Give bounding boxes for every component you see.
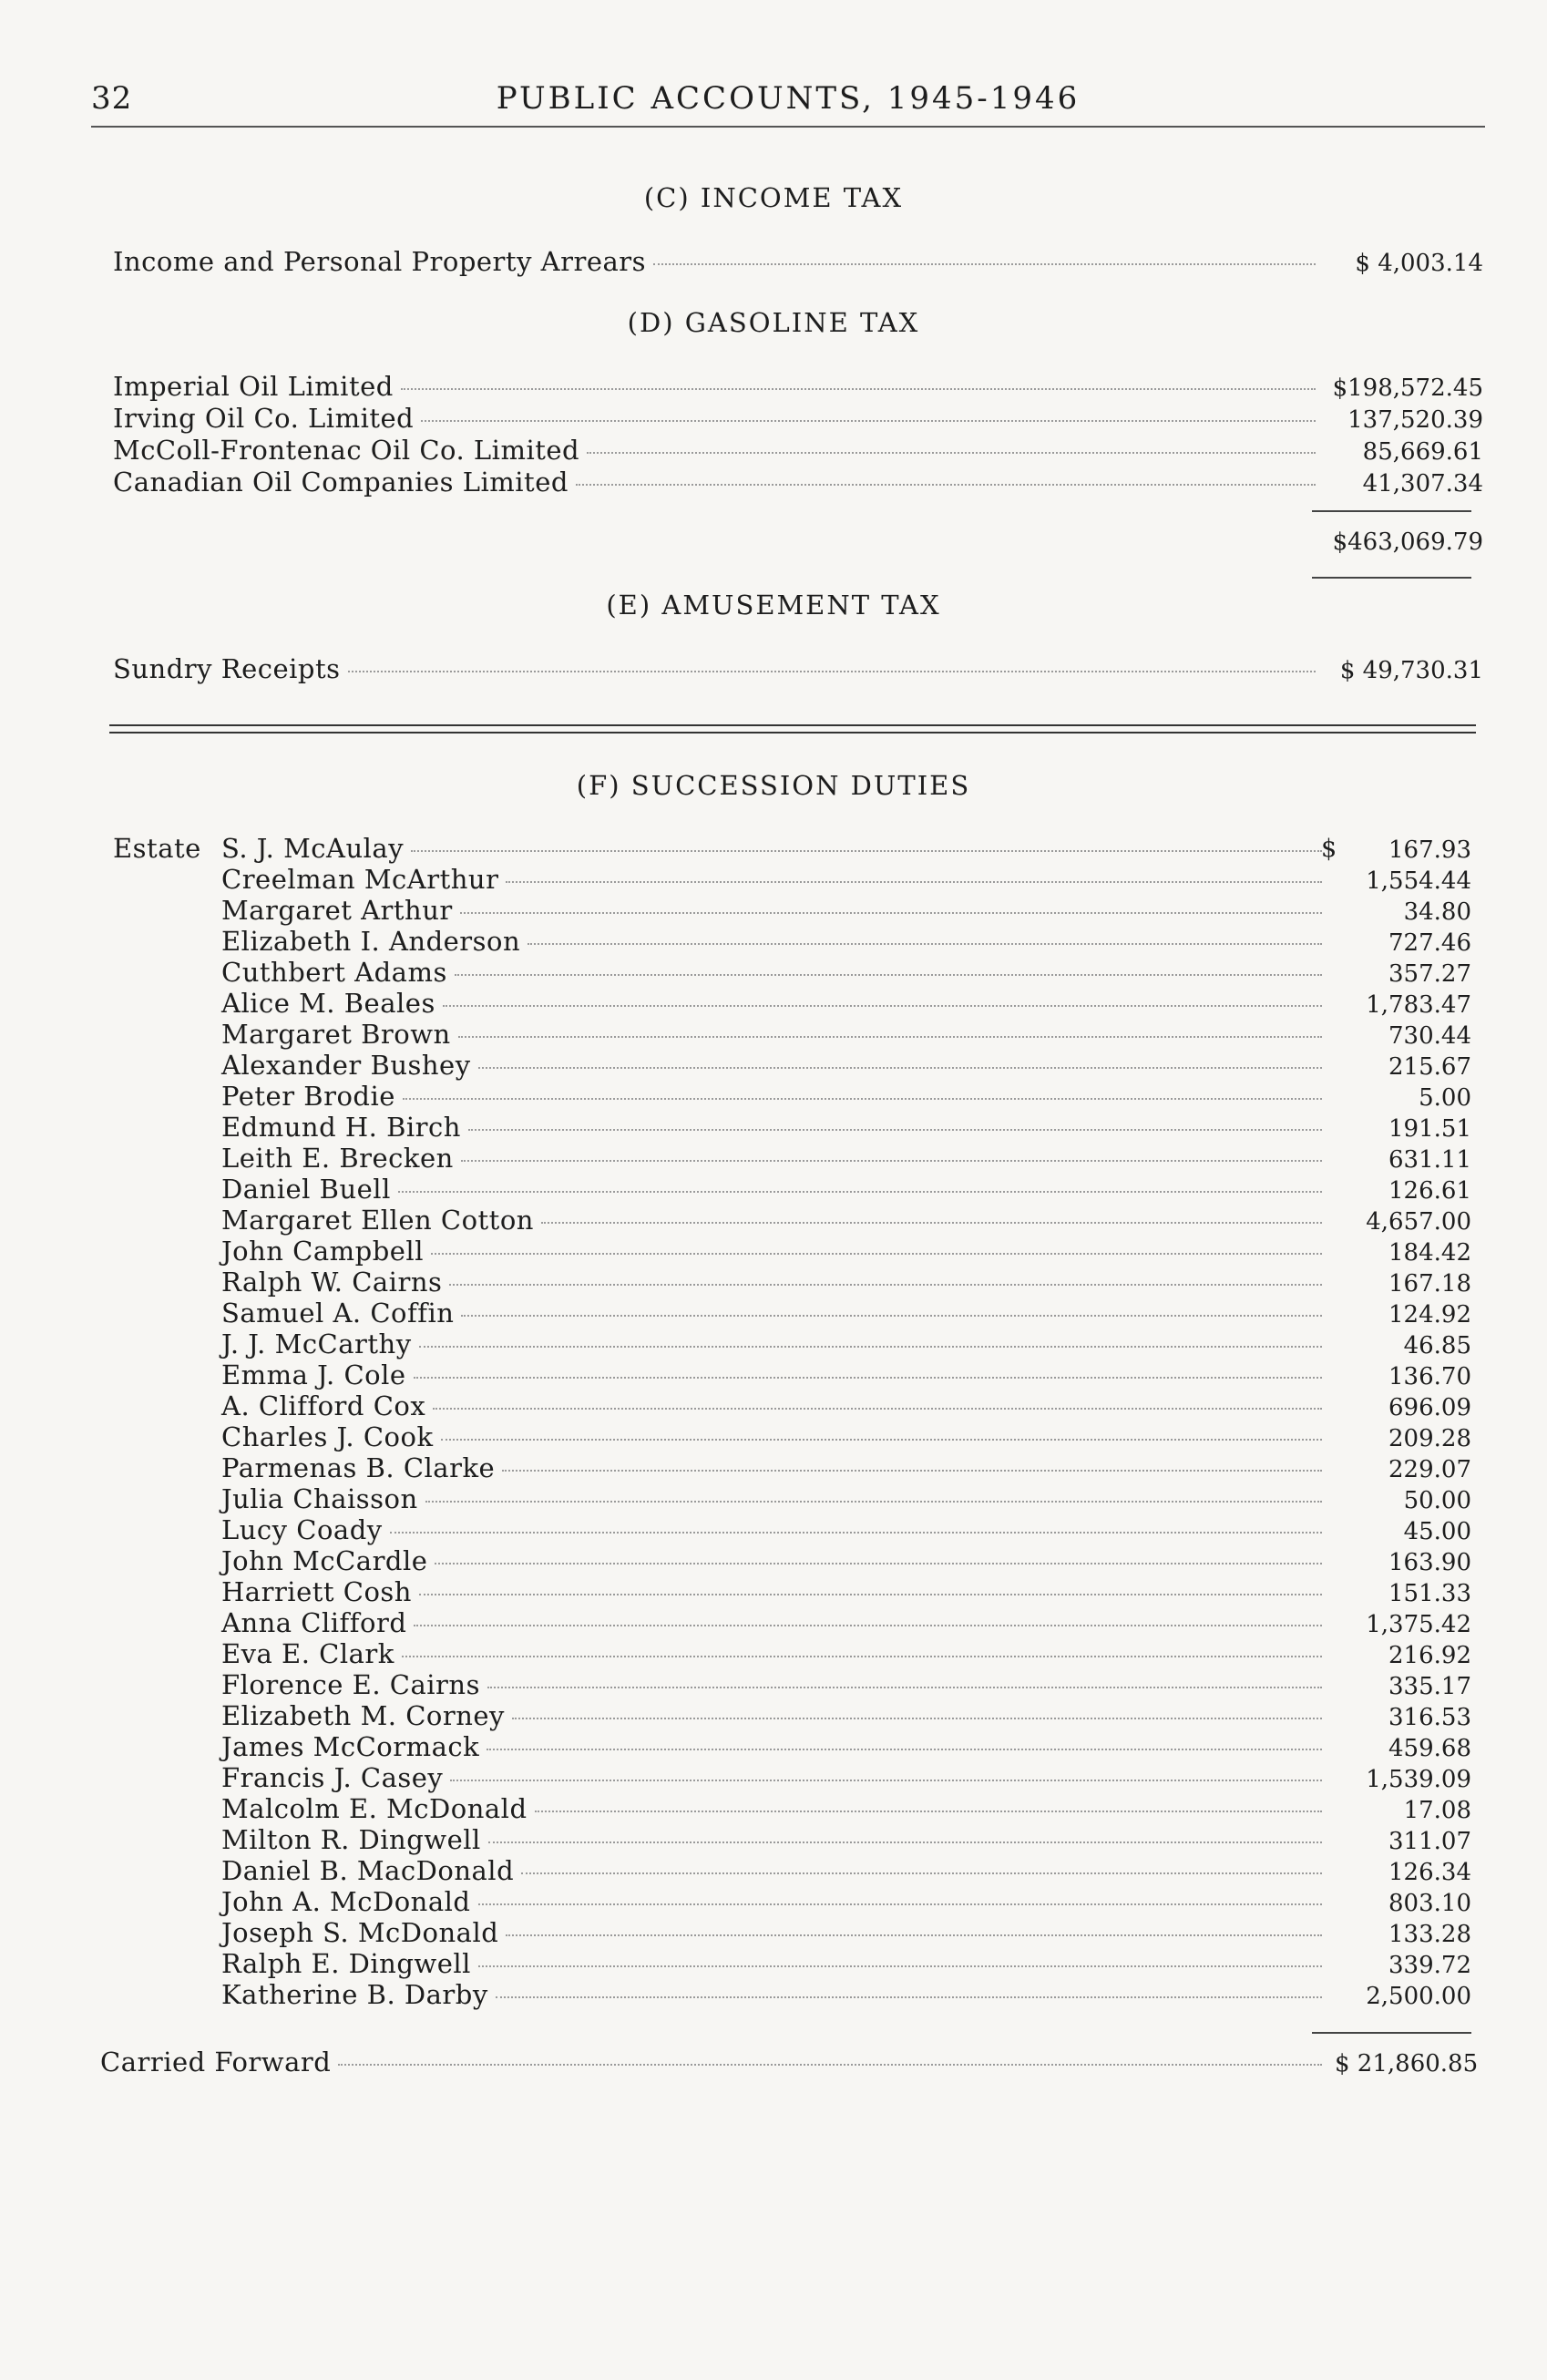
dot-leader — [419, 1594, 1322, 1595]
row-amount: 46.85 — [1403, 1332, 1471, 1359]
page-header — [91, 80, 1485, 128]
list-item — [221, 1081, 1471, 1113]
list-item — [221, 895, 1471, 928]
row-label: Margaret Ellen Cotton — [221, 1205, 534, 1236]
row-label: James McCormack — [221, 1731, 480, 1762]
dot-leader — [401, 388, 1316, 390]
list-item — [221, 1112, 1471, 1144]
page-number: 32 — [91, 80, 133, 117]
row-amount: 216.92 — [1388, 1642, 1471, 1669]
row-label: Peter Brodie — [221, 1081, 395, 1112]
row-label: Emma J. Cole — [221, 1359, 406, 1390]
estate-label: Estate — [113, 833, 201, 864]
dot-leader — [653, 263, 1316, 265]
row-label: Anna Clifford — [221, 1607, 407, 1638]
list-item — [221, 1267, 1471, 1299]
list-item — [221, 1205, 1471, 1237]
row-amount: 730.44 — [1388, 1022, 1471, 1050]
dot-leader — [338, 2064, 1322, 2066]
row-amount: 167.18 — [1388, 1270, 1471, 1298]
dot-leader — [521, 1872, 1322, 1874]
dot-leader — [435, 1563, 1322, 1564]
dot-leader — [506, 1934, 1322, 1936]
row-amount: 357.27 — [1388, 960, 1471, 988]
row-label: Malcolm E. McDonald — [221, 1793, 528, 1824]
list-item — [221, 1452, 1471, 1485]
list-item — [221, 1236, 1471, 1268]
row-label: Irving Oil Co. Limited — [113, 403, 415, 434]
list-item — [221, 833, 1471, 866]
dot-leader — [528, 943, 1322, 945]
dot-leader — [402, 1656, 1322, 1657]
list-item — [221, 1390, 1471, 1423]
row-label: Daniel B. MacDonald — [221, 1855, 515, 1886]
row-amount: 151.33 — [1388, 1580, 1471, 1607]
dot-leader — [414, 1377, 1322, 1379]
row-amount: 124.92 — [1388, 1301, 1471, 1328]
section-e-heading: (E) AMUSEMENT TAX — [606, 590, 941, 621]
row-amount: $198,572.45 — [1332, 374, 1483, 402]
currency-symbol: $ — [1321, 835, 1337, 863]
row-label: Joseph S. McDonald — [221, 1917, 499, 1948]
row-amount: 85,669.61 — [1362, 438, 1483, 466]
list-item — [221, 864, 1471, 897]
row-label: Edmund H. Birch — [221, 1112, 461, 1143]
row-label: Eva E. Clark — [221, 1638, 394, 1669]
dot-leader — [541, 1222, 1322, 1224]
row-label: Sundry Receipts — [113, 653, 341, 684]
row-label: Margaret Brown — [221, 1019, 451, 1050]
row-label: S. J. McAulay — [221, 833, 405, 864]
gasoline-total: $463,069.79 — [1332, 528, 1483, 556]
row-label: Elizabeth M. Corney — [221, 1700, 505, 1731]
list-item — [221, 1824, 1471, 1857]
dot-leader — [506, 881, 1322, 883]
list-item — [113, 467, 1483, 499]
list-item — [221, 1917, 1471, 1950]
dot-leader — [414, 1625, 1322, 1626]
row-amount: $ 49,730.31 — [1339, 657, 1483, 684]
dot-leader — [461, 1315, 1322, 1317]
carried-forward-amount: $ 21,860.85 — [1335, 2050, 1479, 2077]
row-amount: 1,554.44 — [1366, 867, 1471, 895]
dot-leader — [488, 1841, 1322, 1843]
list-item — [221, 1762, 1471, 1795]
dot-leader — [487, 1687, 1322, 1688]
row-amount: 136.70 — [1388, 1363, 1471, 1390]
row-label: Parmenas B. Clarke — [221, 1452, 496, 1483]
dot-leader — [512, 1718, 1322, 1719]
list-item — [221, 988, 1471, 1021]
total-rule — [1312, 577, 1471, 579]
list-item — [221, 1855, 1471, 1888]
row-label: Alice M. Beales — [221, 988, 435, 1019]
dot-leader — [390, 1532, 1322, 1534]
row-amount: 133.28 — [1388, 1921, 1471, 1948]
gasoline-total-row — [113, 527, 1483, 558]
dot-leader — [450, 1780, 1322, 1781]
row-amount: 1,375.42 — [1366, 1611, 1471, 1638]
list-item — [221, 957, 1471, 990]
row-label: Elizabeth I. Anderson — [221, 926, 521, 957]
row-amount: $ 4,003.14 — [1355, 250, 1483, 277]
row-amount: 1,539.09 — [1366, 1766, 1471, 1793]
row-label: Katherine B. Darby — [221, 1979, 488, 2010]
row-label: Leith E. Brecken — [221, 1143, 454, 1174]
row-label: Canadian Oil Companies Limited — [113, 467, 569, 498]
list-item — [221, 1731, 1471, 1764]
list-item — [221, 1886, 1471, 1919]
dot-leader — [443, 1005, 1322, 1007]
row-label: Ralph E. Dingwell — [221, 1948, 471, 1979]
dot-leader — [502, 1470, 1322, 1472]
dot-leader — [348, 671, 1316, 672]
row-amount: 41,307.34 — [1362, 470, 1483, 498]
row-amount: 137,520.39 — [1347, 406, 1483, 434]
dot-leader — [478, 1903, 1323, 1905]
row-amount: 167.93 — [1388, 836, 1471, 864]
carried-forward-label: Carried Forward — [100, 2047, 332, 2077]
row-amount: 50.00 — [1403, 1487, 1471, 1514]
row-amount: 191.51 — [1388, 1115, 1471, 1143]
row-label: Imperial Oil Limited — [113, 371, 394, 402]
row-amount: 311.07 — [1388, 1828, 1471, 1855]
row-amount: 163.90 — [1388, 1549, 1471, 1576]
row-amount: 631.11 — [1388, 1146, 1471, 1174]
row-label: A. Clifford Cox — [221, 1390, 426, 1421]
row-label: Creelman McArthur — [221, 864, 499, 895]
row-label: Julia Chaisson — [221, 1483, 418, 1514]
list-item — [221, 1298, 1471, 1330]
list-item — [221, 1576, 1471, 1609]
dot-leader — [458, 1036, 1322, 1038]
row-amount: 316.53 — [1388, 1704, 1471, 1731]
carried-forward-row — [100, 2047, 1479, 2079]
row-label: Alexander Bushey — [221, 1050, 471, 1081]
section-c-heading: (C) INCOME TAX — [643, 182, 904, 213]
row-amount: 34.80 — [1403, 898, 1471, 926]
section-f-heading: (F) SUCCESSION DUTIES — [576, 770, 971, 801]
dot-leader — [587, 452, 1316, 454]
row-amount: 126.61 — [1388, 1177, 1471, 1205]
row-label: Milton R. Dingwell — [221, 1824, 481, 1855]
list-item — [221, 1700, 1471, 1733]
dot-leader — [576, 484, 1316, 486]
list-item — [221, 1359, 1471, 1392]
list-item — [113, 403, 1483, 436]
row-amount: 215.67 — [1388, 1053, 1471, 1081]
row-amount: 45.00 — [1403, 1518, 1471, 1545]
row-label: John McCardle — [221, 1545, 428, 1576]
section-divider — [109, 724, 1476, 733]
row-label: Harriett Cosh — [221, 1576, 412, 1607]
row-amount: 126.34 — [1388, 1859, 1471, 1886]
amusement-tax-row — [113, 653, 1483, 686]
dot-leader — [487, 1749, 1322, 1750]
list-item — [221, 1050, 1471, 1082]
dot-leader — [411, 850, 1322, 852]
list-item — [221, 1174, 1471, 1206]
row-amount: 1,783.47 — [1366, 991, 1471, 1019]
row-amount: 727.46 — [1388, 929, 1471, 957]
row-label: Charles J. Cook — [221, 1421, 434, 1452]
row-amount: 335.17 — [1388, 1673, 1471, 1700]
dot-leader — [419, 1346, 1322, 1348]
row-amount: 803.10 — [1388, 1890, 1471, 1917]
dot-leader — [461, 1160, 1322, 1162]
row-label: Margaret Arthur — [221, 895, 453, 926]
list-item — [221, 1514, 1471, 1547]
row-label: McColl-Frontenac Oil Co. Limited — [113, 435, 580, 466]
subtotal-rule — [1312, 510, 1471, 512]
dot-leader — [403, 1098, 1322, 1100]
row-label: John A. McDonald — [221, 1886, 471, 1917]
row-label: Ralph W. Cairns — [221, 1267, 443, 1298]
list-item — [221, 926, 1471, 959]
row-amount: 4,657.00 — [1366, 1208, 1471, 1236]
row-amount: 229.07 — [1388, 1456, 1471, 1483]
list-item — [221, 1421, 1471, 1454]
list-item — [221, 1483, 1471, 1516]
dot-leader — [496, 1996, 1322, 1998]
section-d-heading: (D) GASOLINE TAX — [627, 307, 920, 338]
list-item — [221, 1019, 1471, 1052]
row-amount: 17.08 — [1403, 1797, 1471, 1824]
row-label: Daniel Buell — [221, 1174, 391, 1205]
list-item — [221, 1948, 1471, 1981]
row-amount: 696.09 — [1388, 1394, 1471, 1421]
list-item — [221, 1607, 1471, 1640]
dot-leader — [421, 420, 1316, 422]
dot-leader — [468, 1129, 1322, 1131]
row-label: John Campbell — [221, 1236, 424, 1267]
row-label: Samuel A. Coffin — [221, 1298, 455, 1328]
list-item — [221, 1545, 1471, 1578]
dot-leader — [535, 1811, 1322, 1812]
row-label: Cuthbert Adams — [221, 957, 447, 988]
row-label: Lucy Coady — [221, 1514, 383, 1545]
row-label: Francis J. Casey — [221, 1762, 444, 1793]
carried-rule — [1312, 2032, 1471, 2034]
dot-leader — [433, 1408, 1322, 1410]
running-title: PUBLIC ACCOUNTS, 1945-1946 — [496, 80, 1081, 117]
list-item — [221, 1638, 1471, 1671]
row-amount: 339.72 — [1388, 1952, 1471, 1979]
list-item — [221, 1328, 1471, 1361]
list-item — [221, 1793, 1471, 1826]
dot-leader — [460, 912, 1322, 914]
dot-leader — [425, 1501, 1322, 1503]
row-amount: 459.68 — [1388, 1735, 1471, 1762]
income-tax-row — [113, 246, 1483, 279]
dot-leader — [478, 1067, 1322, 1069]
list-item — [221, 1979, 1471, 2012]
row-label: Income and Personal Property Arrears — [113, 246, 647, 277]
dot-leader — [398, 1191, 1322, 1193]
dot-leader — [455, 974, 1322, 976]
dot-leader — [431, 1253, 1322, 1255]
dot-leader — [449, 1284, 1322, 1286]
list-item — [113, 371, 1483, 404]
row-amount: 184.42 — [1388, 1239, 1471, 1267]
row-amount: 2,500.00 — [1366, 1983, 1471, 2010]
dot-leader — [478, 1965, 1322, 1967]
row-amount: 5.00 — [1419, 1084, 1471, 1112]
row-label: J. J. McCarthy — [221, 1328, 412, 1359]
row-amount: 209.28 — [1388, 1425, 1471, 1452]
dot-leader — [441, 1439, 1322, 1441]
list-item — [221, 1669, 1471, 1702]
list-item — [221, 1143, 1471, 1175]
list-item — [113, 435, 1483, 467]
row-label: Florence E. Cairns — [221, 1669, 480, 1700]
